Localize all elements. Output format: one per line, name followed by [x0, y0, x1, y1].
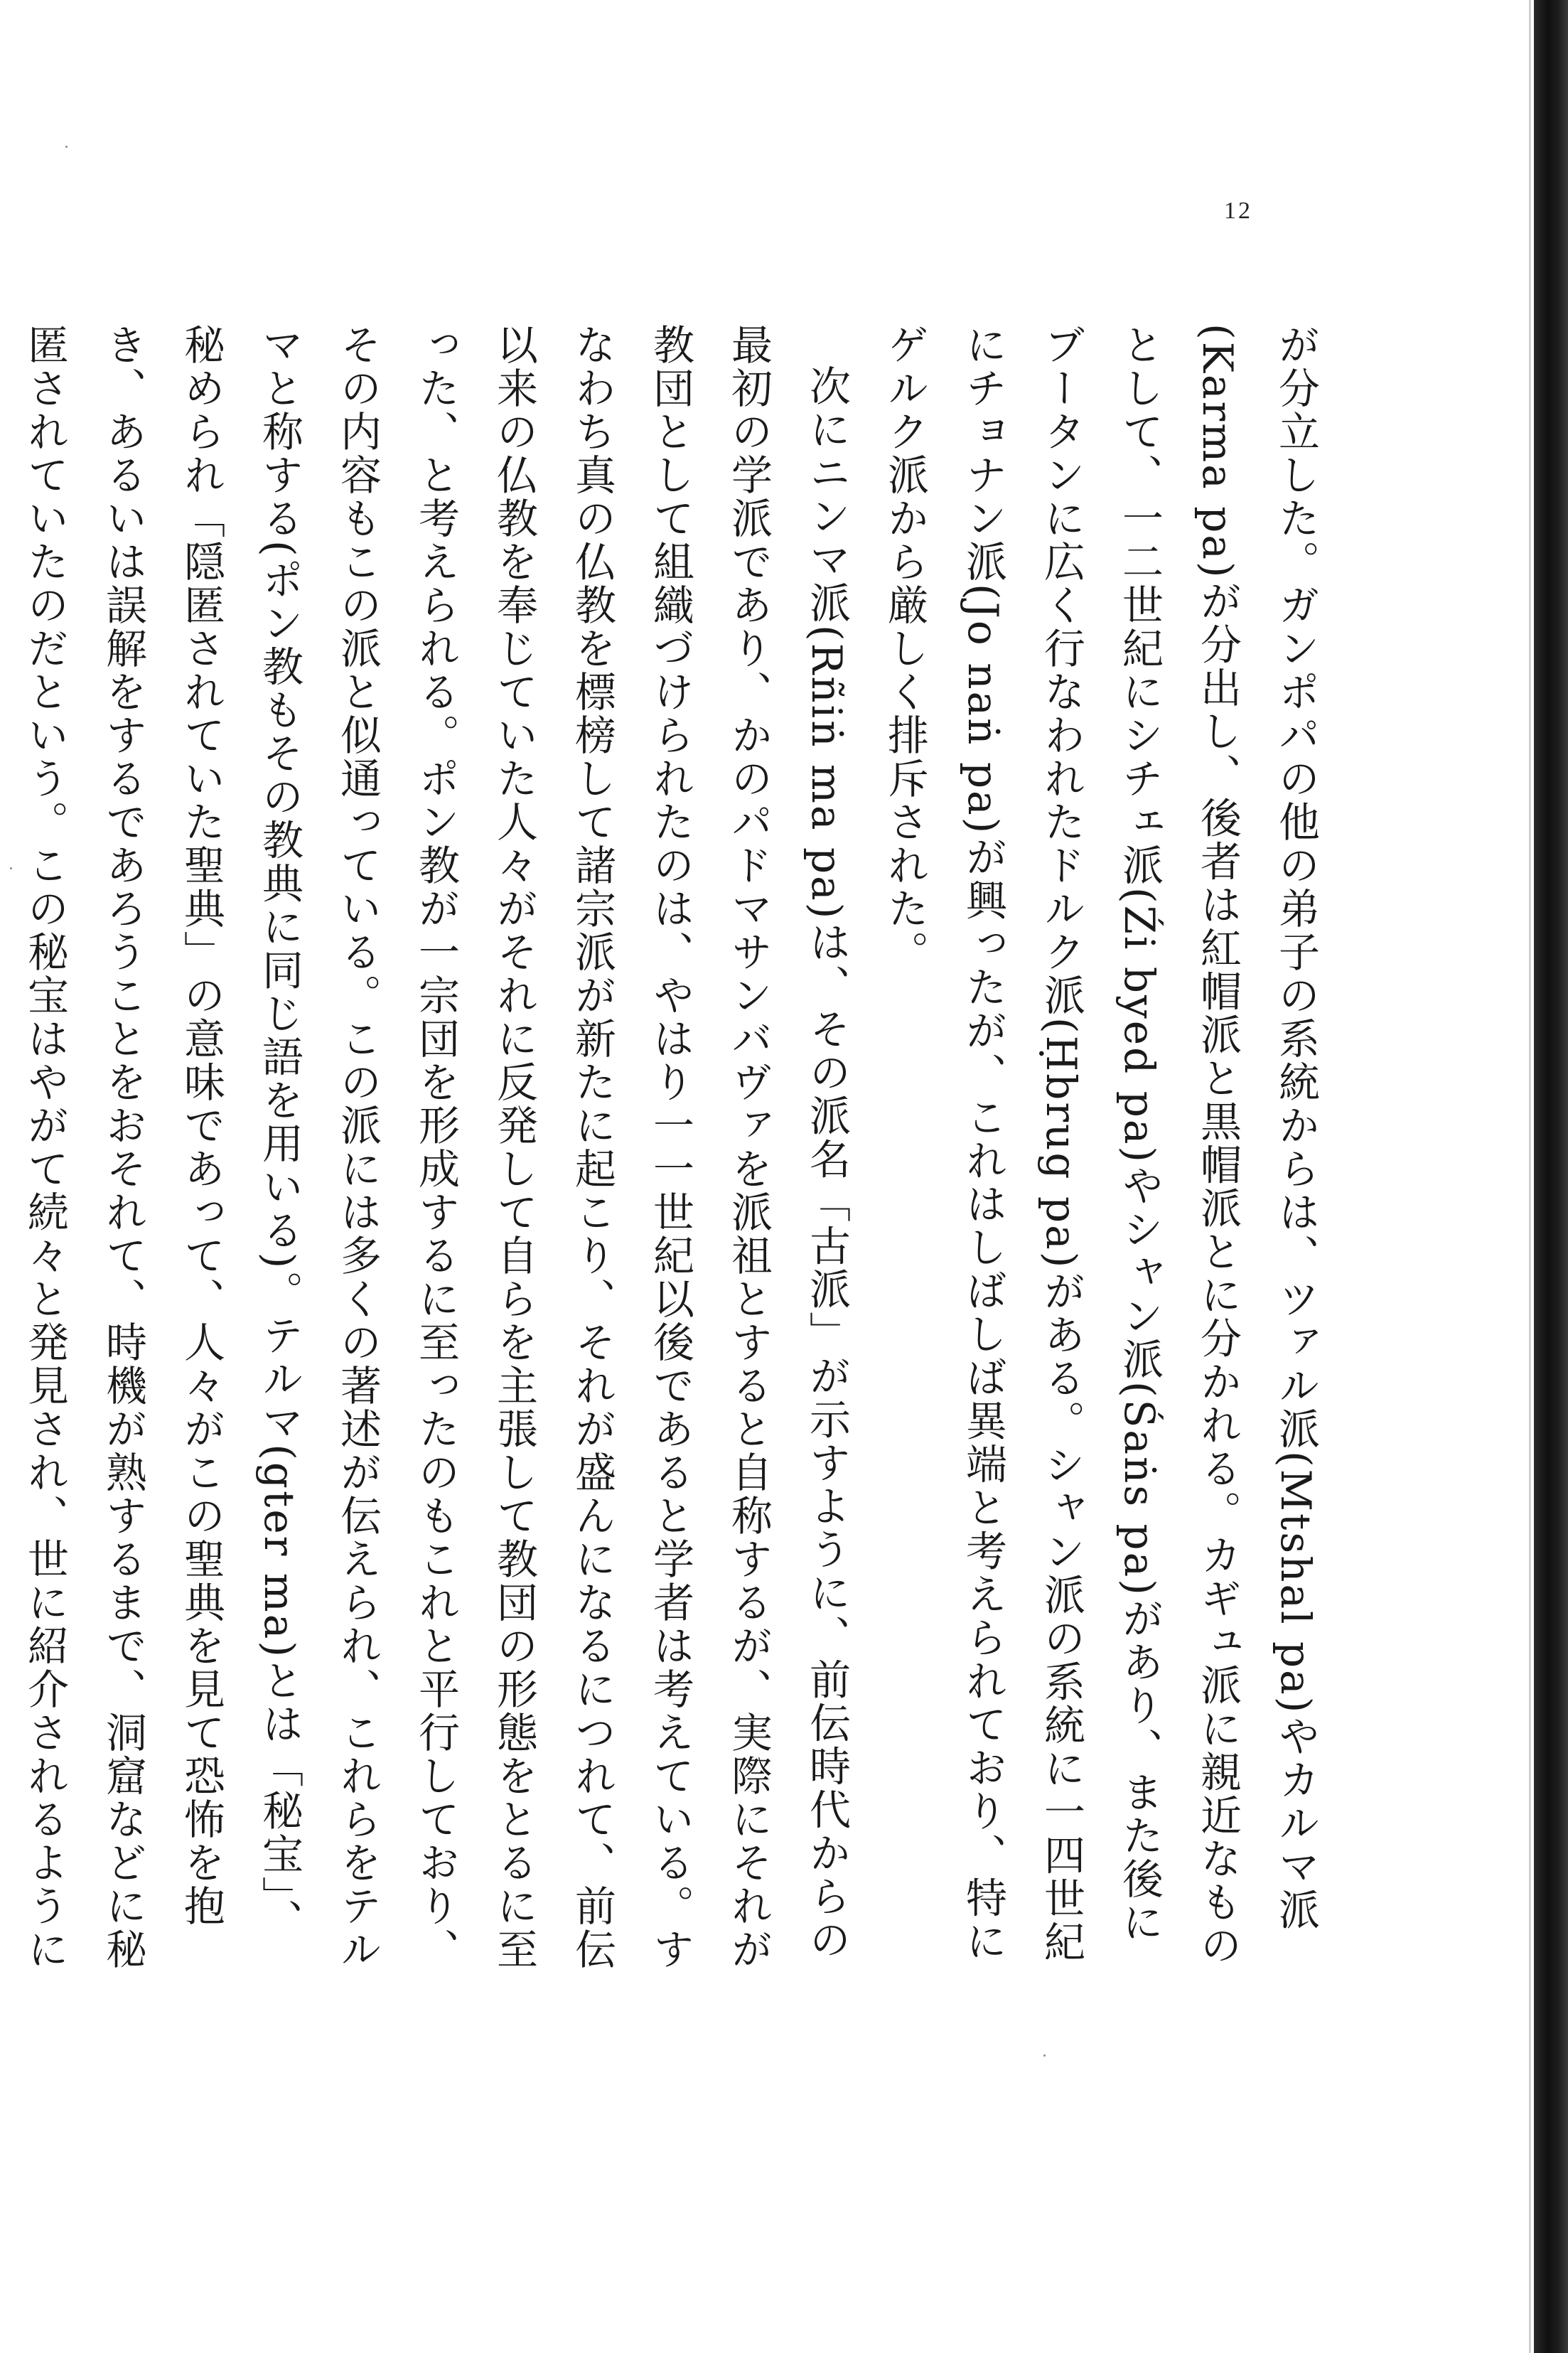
page-number: 12: [1224, 198, 1252, 224]
paper-speck: [65, 146, 68, 148]
book-spine-shadow: [1534, 0, 1568, 2353]
paragraph-2: 次にニンマ派(Rñiṅ ma pa)は、その派名「古派」が示すように、前伝時代からの最初の学派であり、かのパドマサンバヴァを派祖とすると自称するが、実際にそれが教団として組織づけられたのは、やはり一一世紀以後であると学者は考えている。すなわち真の仏教を標榜して諸宗派が新たに起こり、それが盛んになるにつれて、前伝以来の仏教を奉じていた人々がそれに反発して自らを主張して教団の形態をとるに至った、と考えられる。ポン教が一宗団を形成するに至ったのもこれと平行しており、その内容もこの派と似通っている。この派には多くの著述が伝えられ、これらをテルマと称する(ポン教もその教典に同じ語を用いる)。テルマ(gter ma)とは「秘宝」、秘められ「隠匿されていた聖典」の意味であって、人々がこの聖典を見て恐怖を抱き、あるいは誤解をするであろうことをおそれて、時機が熟するまで、洞窟などに秘匿されていたのだという。この秘宝はやがて続々と発見され、世に紹介されるように: [21, 323, 851, 1971]
vertical-text-block: [21, 323, 1335, 1980]
paper-speck: [10, 867, 12, 869]
page-edge-line: [1529, 0, 1531, 2353]
paper-speck: [1043, 2054, 1046, 2057]
paragraph-1: が分立した。ガンポパの他の弟子の系統からは、ツァル派(Mtshal pa)やカルマ派(Karma pa)が分出し、後者は紅帽派と黒帽派とに分かれる。カギュ派に親近なものとして、一二世紀にシチェ派(Źi byed pa)やシャン派(Śaṅs pa)があり、また後にブータンに広く行なわれたドルク派(Ḥbrug pa)がある。シャン派の系統に一四世紀にチョナン派(Jo naṅ pa)が興ったが、これはしばしば異端と考えられており、特にゲルク派から厳しく排斥された。: [881, 323, 1320, 1968]
